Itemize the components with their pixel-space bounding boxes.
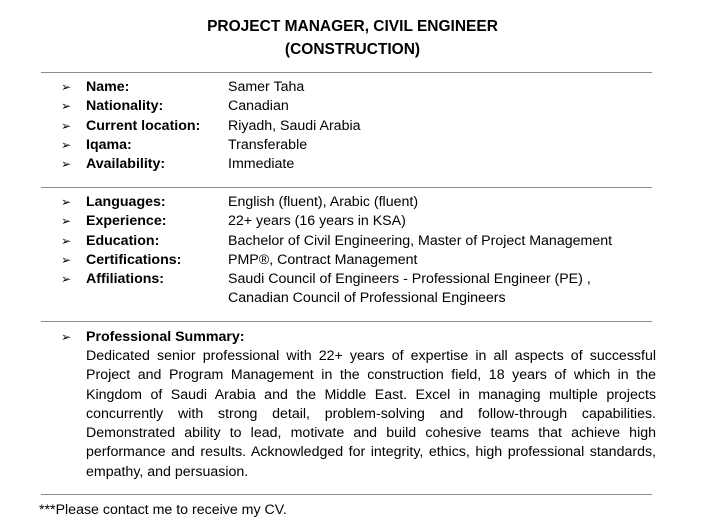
detail-row-experience: [0, 212, 705, 231]
affiliations-value-line-2: Canadian Council of Professional Engineers: [228, 290, 506, 307]
summary-paragraph: Dedicated senior professional with 22+ years of expertise in all aspects of successful Project and Program Management in the construction field, 18 years of which in the Kingdom of Saudi Arabia and the Middle East. Excel in managing multiple projects concurrently with strong detail, problem-solving and follow-through capabilities. Demonstrated ability to lead, motivate and build cohesive teams that achieve high performance and results. Acknowledged for integrity, ethics, high professional standards, empathy, and persuasion.: [86, 348, 656, 480]
professional-summary-section: [0, 328, 705, 480]
education-label: Education:: [86, 232, 160, 249]
detail-row-iqama: [0, 136, 705, 155]
detail-row-affiliations-continued: [0, 289, 705, 308]
title-line-2: (CONSTRUCTION): [284, 41, 421, 58]
arrow-bullet-icon: ➢: [61, 272, 72, 287]
detail-row-location: [0, 117, 705, 136]
detail-row-availability: [0, 155, 705, 174]
arrow-bullet-icon: ➢: [61, 80, 72, 94]
contact-note: ***Please contact me to receive my CV.: [39, 502, 287, 518]
summary-label: Professional Summary:: [86, 329, 245, 345]
location-value: Riyadh, Saudi Arabia: [228, 117, 361, 134]
qualifications-section: [0, 193, 705, 309]
availability-value: Immediate: [228, 156, 295, 173]
availability-label: Availability:: [86, 156, 166, 173]
nationality-value: Canadian: [228, 98, 289, 115]
arrow-bullet-icon: ➢: [61, 118, 72, 133]
certifications-value: PMP®, Contract Management: [228, 251, 418, 268]
iqama-label: Iqama:: [86, 136, 132, 153]
document-title: [0, 15, 705, 61]
detail-row-nationality: [0, 97, 705, 116]
iqama-value: Transferable: [228, 136, 308, 153]
name-label: Name:: [86, 79, 130, 95]
arrow-bullet-icon: ➢: [61, 99, 72, 114]
divider-1: [41, 72, 652, 73]
name-value: Samer Taha: [228, 79, 305, 95]
detail-row-languages: [0, 193, 705, 212]
languages-value: English (fluent), Arabic (fluent): [228, 194, 419, 210]
affiliations-label: Affiliations:: [86, 271, 165, 288]
divider-2: [41, 187, 652, 188]
personal-details-section: [0, 78, 705, 174]
arrow-bullet-icon: ➢: [61, 137, 72, 152]
arrow-bullet-icon: ➢: [61, 157, 72, 172]
arrow-bullet-icon: ➢: [61, 195, 72, 209]
certifications-label: Certifications:: [86, 251, 182, 268]
arrow-bullet-icon: ➢: [61, 252, 72, 267]
location-label: Current location:: [86, 117, 201, 134]
languages-label: Languages:: [86, 194, 166, 210]
summary-heading-row: [0, 328, 705, 347]
detail-row-certifications: [0, 251, 705, 270]
arrow-bullet-icon: ➢: [61, 214, 72, 229]
education-value: Bachelor of Civil Engineering, Master of Project Management: [228, 232, 613, 249]
divider-4: [41, 494, 652, 495]
experience-label: Experience:: [86, 213, 167, 230]
experience-value: 22+ years (16 years in KSA): [228, 213, 406, 230]
detail-row-name: [0, 78, 705, 97]
detail-row-education: [0, 232, 705, 251]
nationality-label: Nationality:: [86, 98, 164, 115]
affiliations-value: Saudi Council of Engineers - Professional Engineer (PE) ,: [228, 271, 591, 288]
divider-3: [41, 321, 652, 322]
arrow-bullet-icon: ➢: [61, 330, 72, 344]
title-line-1: PROJECT MANAGER, CIVIL ENGINEER: [207, 18, 498, 35]
arrow-bullet-icon: ➢: [61, 233, 72, 248]
detail-row-affiliations: [0, 270, 705, 289]
